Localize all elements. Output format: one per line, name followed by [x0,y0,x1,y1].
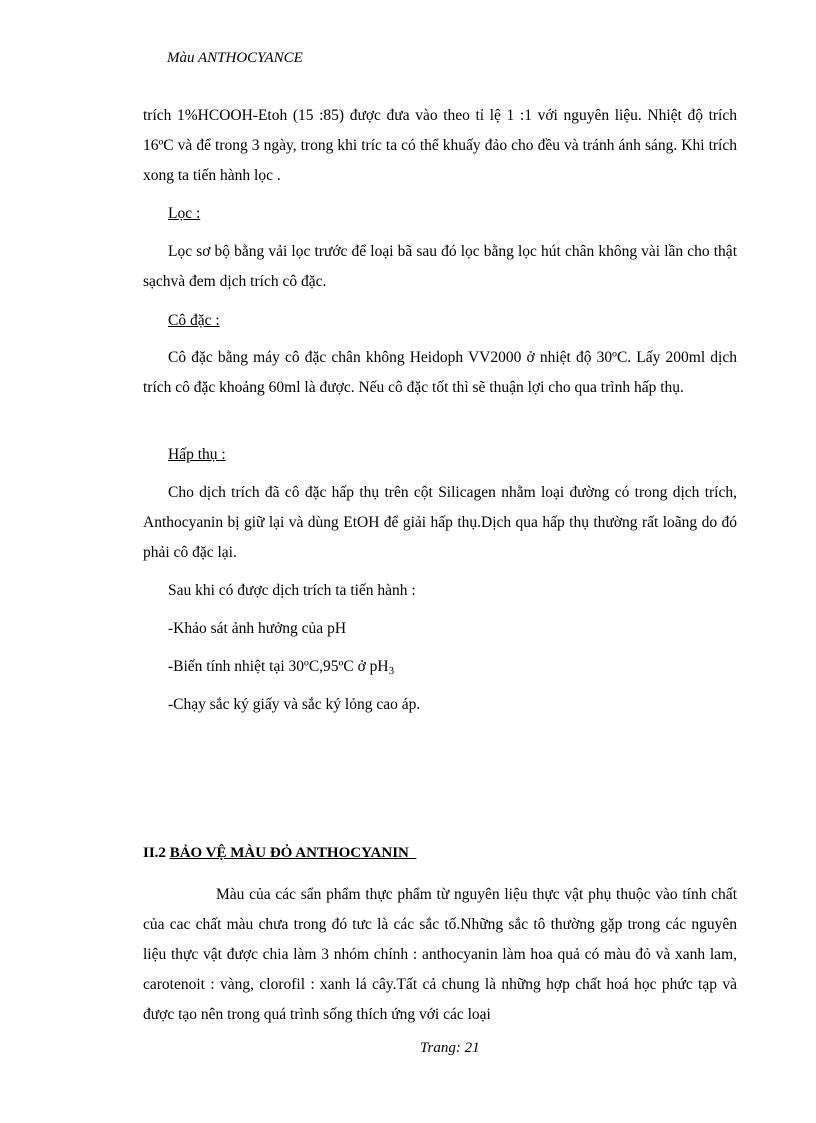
paragraph-co-dac [143,343,737,403]
section-body-text: Màu của các sẩn phẩm thực phẩm từ nguyên liệu thực vật phụ thuộc vào tính chất của cac chất màu chưa trong đó tưc là các sắc tố.Những sắc tô thường gặp trong các nguyên liệu thực vật được chia làm 3 nhóm chính : anthocyanin làm hoa quả có màu đỏ và xanh lam, carotenoit : vàng, clorofil : xanh lá cây.Tất cả chung là những hợp chất hoá học phức tạp và được tạo nên trong quá trình sống thích ứng với các loại [143,886,737,1023]
paragraph-loc [143,237,737,297]
heading-loc: Lọc : [168,205,201,222]
paragraph-loc-text: Lọc sơ bộ bằng vải lọc trước để loại bã sau đó lọc bằng lọc hút chân không vài lần cho thật sạchvà đem dịch trích cô đặc. [143,243,737,290]
section-number: II.2 [143,845,166,861]
sau-khi-line: Sau khi có được dịch trích ta tiến hành : [168,582,416,599]
section-body [143,880,737,1030]
paragraph-co-dac-text: Cô đặc bằng máy cô đặc chân không Heidoph VV2000 ở nhiệt độ 30ºC. Lấy 200ml dịch trích cô đặc khoảng 60ml là được. Nếu cô đặc tốt thì sẽ thuận lợi cho qua trình hấp thụ. [143,349,737,396]
running-header: Màu ANTHOCYANCE [167,50,303,66]
list-item-bien-tinh [168,658,394,677]
ph-subscript: 3 [388,665,395,677]
section-heading [143,845,416,862]
list-item-ph: -Khảo sát ảnh hưởng của pH [168,620,347,637]
page-number: Trang: 21 [420,1040,480,1056]
list-item-sac-ky: -Chạy sắc ký giấy và sắc ký lỏng cao áp. [168,696,421,713]
heading-co-dac: Cô đặc : [168,312,220,329]
section-title: BẢO VỆ MÀU ĐỎ ANTHOCYANIN [169,845,409,861]
heading-hap-thu: Hấp thụ : [168,446,226,463]
list-item-bien-tinh-text: -Biến tính nhiệt tại 30ºC,95ºC ở pH [168,658,389,675]
paragraph-hap-thu [143,478,737,568]
paragraph-hap-thu-text: Cho dịch trích đã cô đặc hấp thụ trên cột Silicagen nhằm loại đường có trong dịch trích, Anthocyanin bị giữ lại và dùng EtOH để giải hấp thụ.Dịch qua hấp thụ thường rất loãng do đó phải cô đặc lại. [143,484,737,561]
paragraph-extraction: trích 1%HCOOH-Etoh (15 :85) được đưa vào theo tỉ lệ 1 :1 với nguyên liệu. Nhiệt độ trích 16ºC và để trong 3 ngày, trong khi tríc ta có thể khuấy đảo cho đều và tránh ánh sáng. Khi trích xong ta tiến hành lọc . [143,107,737,184]
